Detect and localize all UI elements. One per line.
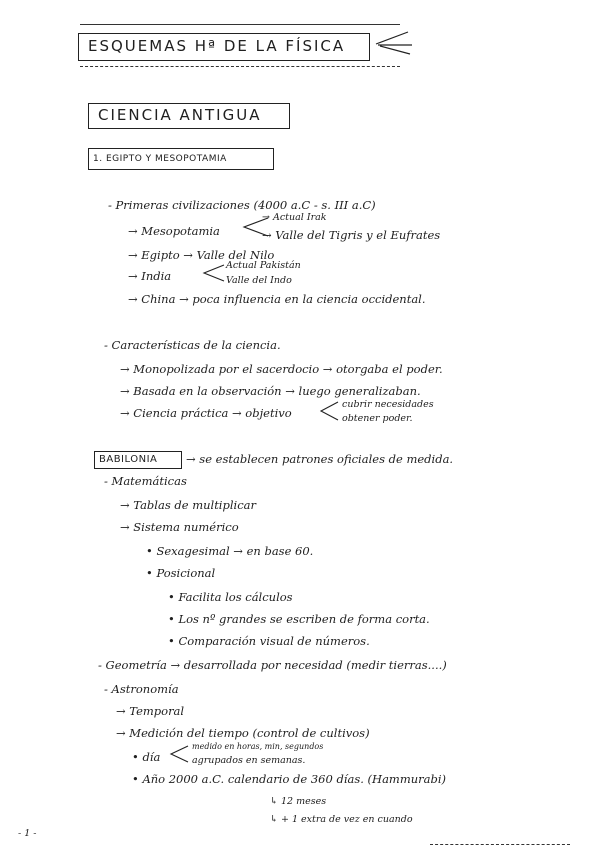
bab-p3: • Comparación visual de números. xyxy=(168,634,370,648)
page-number: - 1 - xyxy=(18,828,37,839)
section-title: CIENCIA ANTIGUA xyxy=(98,106,262,124)
brace-dia-icon xyxy=(168,743,190,769)
civ-meso-a: → Actual Irak xyxy=(262,212,327,223)
brace-india-icon xyxy=(200,262,226,288)
bab-tablas: → Tablas de multiplicar xyxy=(120,498,257,512)
bab-p2: • Los nº grandes se escriben de forma corta. xyxy=(168,612,430,626)
bab-extra: ↳ + 1 extra de vez en cuando xyxy=(270,814,413,825)
civ-heading: - Primeras civilizaciones (4000 a.C - s. III a.C) xyxy=(108,198,376,212)
bab-meses: ↳ 12 meses xyxy=(270,796,327,807)
babilonia-tail: → se establecen patrones oficiales de medida. xyxy=(186,452,454,466)
bab-medicion: → Medición del tiempo (control de cultivos) xyxy=(116,726,370,740)
bab-sexagesimal: • Sexagesimal → en base 60. xyxy=(146,544,314,558)
bab-astronomia: - Astronomía xyxy=(104,682,179,696)
bab-anio: • Año 2000 a.C. calendario de 360 días. (Hammurabi) xyxy=(132,772,447,786)
civ-meso-b: → Valle del Tigris y el Eufrates xyxy=(262,228,441,242)
title-rule-bottom xyxy=(80,66,400,67)
civ-egipto: → Egipto → Valle del Nilo xyxy=(128,248,275,262)
page-title: ESQUEMAS Hª DE LA FÍSICA xyxy=(88,37,346,55)
bab-p1: • Facilita los cálculos xyxy=(168,590,293,604)
babilonia-label: BABILONIA xyxy=(99,454,158,465)
brace-car-icon xyxy=(318,399,340,427)
bab-posicional: • Posicional xyxy=(146,566,216,580)
bab-sistema: → Sistema numérico xyxy=(120,520,239,534)
car-c2: obtener poder. xyxy=(342,413,413,424)
footer-rule xyxy=(430,844,570,845)
title-arrow-icon xyxy=(374,28,414,62)
car-b: → Basada en la observación → luego generalizaban. xyxy=(120,384,421,398)
bab-dia2: agrupados en semanas. xyxy=(192,755,306,766)
bab-matematicas: - Matemáticas xyxy=(104,474,187,488)
title-rule-top xyxy=(80,24,400,25)
civ-china: → China → poca influencia en la ciencia occidental. xyxy=(128,292,426,306)
bab-dia1: medido en horas, min, segundos xyxy=(192,742,324,751)
car-heading: - Características de la ciencia. xyxy=(104,338,281,352)
civ-mesopotamia: → Mesopotamia xyxy=(128,224,220,238)
bab-geometria: - Geometría → desarrollada por necesidad (medir tierras....) xyxy=(98,658,447,672)
car-c: → Ciencia práctica → objetivo xyxy=(120,406,292,420)
civ-india: → India xyxy=(128,269,172,283)
civ-india-b: Valle del Indo xyxy=(226,275,292,286)
car-c1: cubrir necesidades xyxy=(342,399,434,410)
subsection-title: 1. EGIPTO Y MESOPOTAMIA xyxy=(93,154,227,164)
bab-dia: • día xyxy=(132,750,161,764)
civ-india-a: Actual Pakistán xyxy=(226,260,301,271)
car-a: → Monopolizada por el sacerdocio → otorgaba el poder. xyxy=(120,362,443,376)
bab-temporal: → Temporal xyxy=(116,704,185,718)
